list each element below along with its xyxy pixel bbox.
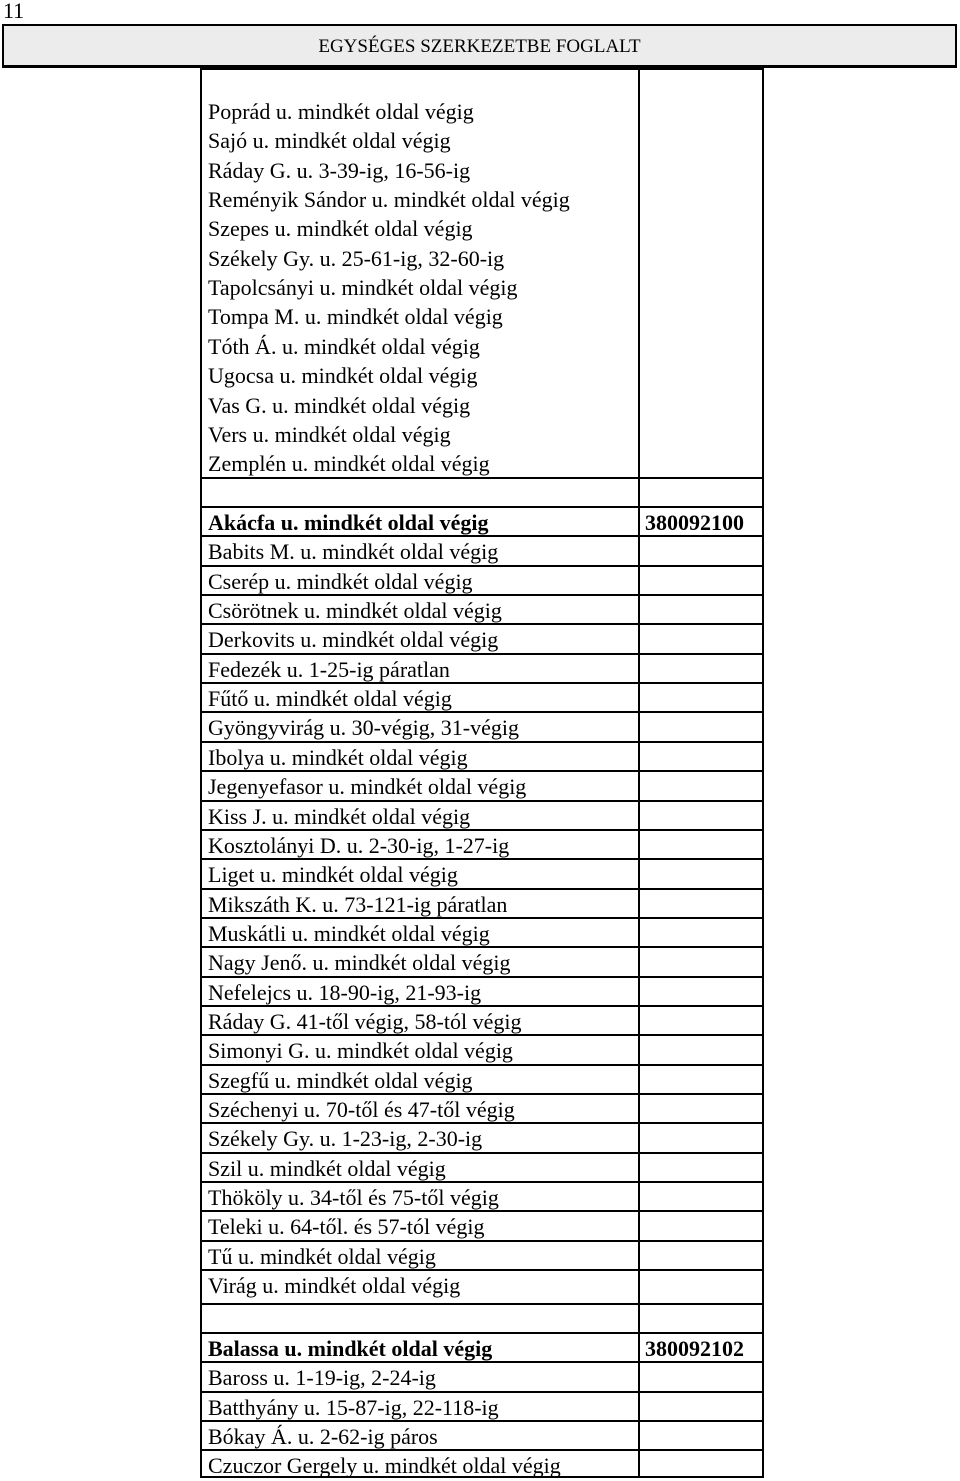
street-cell: Kiss J. u. mindkét oldal végig <box>208 803 471 829</box>
street-cell: Teleki u. 64-től. és 57-tól végig <box>208 1214 485 1240</box>
street-cell: Gyöngyvirág u. 30-végig, 31-végig <box>208 715 519 741</box>
table-row <box>202 1391 762 1422</box>
street-cell: Nefelejcs u. 18-90-ig, 21-93-ig <box>208 979 482 1005</box>
street-cell: Vas G. u. mindkét oldal végig <box>208 392 471 418</box>
page-number: 11 <box>3 0 25 23</box>
table-row <box>202 800 762 831</box>
street-cell: Zemplén u. mindkét oldal végig <box>208 451 490 477</box>
table-row <box>202 1240 762 1271</box>
table-row <box>202 829 762 860</box>
table-row <box>202 1034 762 1065</box>
street-cell: Mikszáth K. u. 73-121-ig páratlan <box>208 891 508 917</box>
street-cell: Czuczor Gergely u. mindkét oldal végig <box>208 1453 561 1479</box>
street-cell: Ráday G. u. 3-39-ig, 16-56-ig <box>208 157 471 183</box>
table-row <box>202 1269 762 1300</box>
street-cell: Szil u. mindkét oldal végig <box>208 1155 446 1181</box>
group-separator <box>202 1303 762 1305</box>
street-cell: Székely Gy. u. 25-61-ig, 32-60-ig <box>208 245 505 271</box>
document-banner: EGYSÉGES SZERKEZETBE FOGLALT <box>2 24 957 68</box>
street-cell: Bókay Á. u. 2-62-ig páros <box>208 1424 438 1450</box>
table-row <box>202 391 762 420</box>
group-separator <box>202 477 762 479</box>
street-cell: Szepes u. mindkét oldal végig <box>208 216 473 242</box>
street-cell: Székely Gy. u. 1-23-ig, 2-30-ig <box>208 1126 483 1152</box>
table-row <box>202 1449 762 1480</box>
table-row <box>202 273 762 302</box>
street-cell: Ráday G. 41-től végig, 58-tól végig <box>208 1008 522 1034</box>
table-row <box>202 1005 762 1036</box>
table-row <box>202 1122 762 1153</box>
table-row <box>202 565 762 596</box>
table-row <box>202 420 762 449</box>
table-row <box>202 741 762 772</box>
street-cell: Ibolya u. mindkét oldal végig <box>208 744 468 770</box>
street-cell: Széchenyi u. 70-től és 47-től végig <box>208 1097 515 1122</box>
street-cell: Babits M. u. mindkét oldal végig <box>208 539 499 565</box>
street-cell: Tompa M. u. mindkét oldal végig <box>208 304 503 330</box>
table-row <box>202 1093 762 1124</box>
street-cell: Tóth Á. u. mindkét oldal végig <box>208 333 480 359</box>
table-row <box>202 888 762 919</box>
street-cell: Csörötnek u. mindkét oldal végig <box>208 598 502 624</box>
table-row <box>202 302 762 331</box>
table-row <box>202 917 762 948</box>
postal-code-cell: 380092102 <box>645 1336 744 1361</box>
street-cell: Liget u. mindkét oldal végig <box>208 862 458 888</box>
table-row <box>202 858 762 889</box>
table-row <box>202 946 762 977</box>
street-cell: Virág u. mindkét oldal végig <box>208 1273 461 1299</box>
table-row <box>202 1210 762 1241</box>
street-cell: Baross u. 1-19-ig, 2-24-ig <box>208 1365 436 1391</box>
table-row <box>202 449 762 478</box>
table-row <box>202 535 762 566</box>
street-cell: Simonyi G. u. mindkét oldal végig <box>208 1038 513 1064</box>
table-row <box>202 1152 762 1183</box>
table-row <box>202 976 762 1007</box>
table-row <box>202 244 762 273</box>
street-cell: Tű u. mindkét oldal végig <box>208 1243 436 1269</box>
table-row <box>202 1332 762 1363</box>
street-cell: Sajó u. mindkét oldal végig <box>208 128 451 154</box>
street-cell: Fedezék u. 1-25-ig páratlan <box>208 656 450 682</box>
table-row <box>202 1064 762 1095</box>
table-row <box>202 1420 762 1451</box>
street-cell: Nagy Jenő. u. mindkét oldal végig <box>208 950 511 976</box>
street-cell: Muskátli u. mindkét oldal végig <box>208 920 490 946</box>
street-code-table <box>200 68 764 1478</box>
table-row <box>202 214 762 243</box>
table-row <box>202 126 762 155</box>
table-row <box>202 1181 762 1212</box>
street-cell: Tapolcsányi u. mindkét oldal végig <box>208 275 518 301</box>
street-cell: Akácfa u. mindkét oldal végig <box>208 510 489 535</box>
table-row <box>202 506 762 537</box>
table-row <box>202 682 762 713</box>
street-cell: Derkovits u. mindkét oldal végig <box>208 627 499 653</box>
street-cell: Reményik Sándor u. mindkét oldal végig <box>208 187 570 213</box>
table-row <box>202 332 762 361</box>
street-cell: Poprád u. mindkét oldal végig <box>208 99 474 124</box>
street-cell: Fűtő u. mindkét oldal végig <box>208 686 452 712</box>
street-cell: Vers u. mindkét oldal végig <box>208 421 451 447</box>
street-cell: Jegenyefasor u. mindkét oldal végig <box>208 774 527 800</box>
table-row <box>202 770 762 801</box>
table-row <box>202 1361 762 1392</box>
street-cell: Batthyány u. 15-87-ig, 22-118-ig <box>208 1394 499 1420</box>
table-row <box>202 594 762 625</box>
table-row <box>202 185 762 214</box>
table-row <box>202 623 762 654</box>
table-row <box>202 653 762 684</box>
street-cell: Szegfű u. mindkét oldal végig <box>208 1067 473 1093</box>
street-cell: Ugocsa u. mindkét oldal végig <box>208 363 478 389</box>
table-row <box>202 711 762 742</box>
street-cell: Balassa u. mindkét oldal végig <box>208 1336 493 1361</box>
table-row <box>202 97 762 126</box>
street-cell: Kosztolányi D. u. 2-30-ig, 1-27-ig <box>208 832 510 858</box>
street-cell: Thököly u. 34-től és 75-től végig <box>208 1185 499 1211</box>
table-row <box>202 361 762 390</box>
street-cell: Cserép u. mindkét oldal végig <box>208 568 473 594</box>
postal-code-cell: 380092100 <box>645 510 744 535</box>
table-row <box>202 156 762 185</box>
